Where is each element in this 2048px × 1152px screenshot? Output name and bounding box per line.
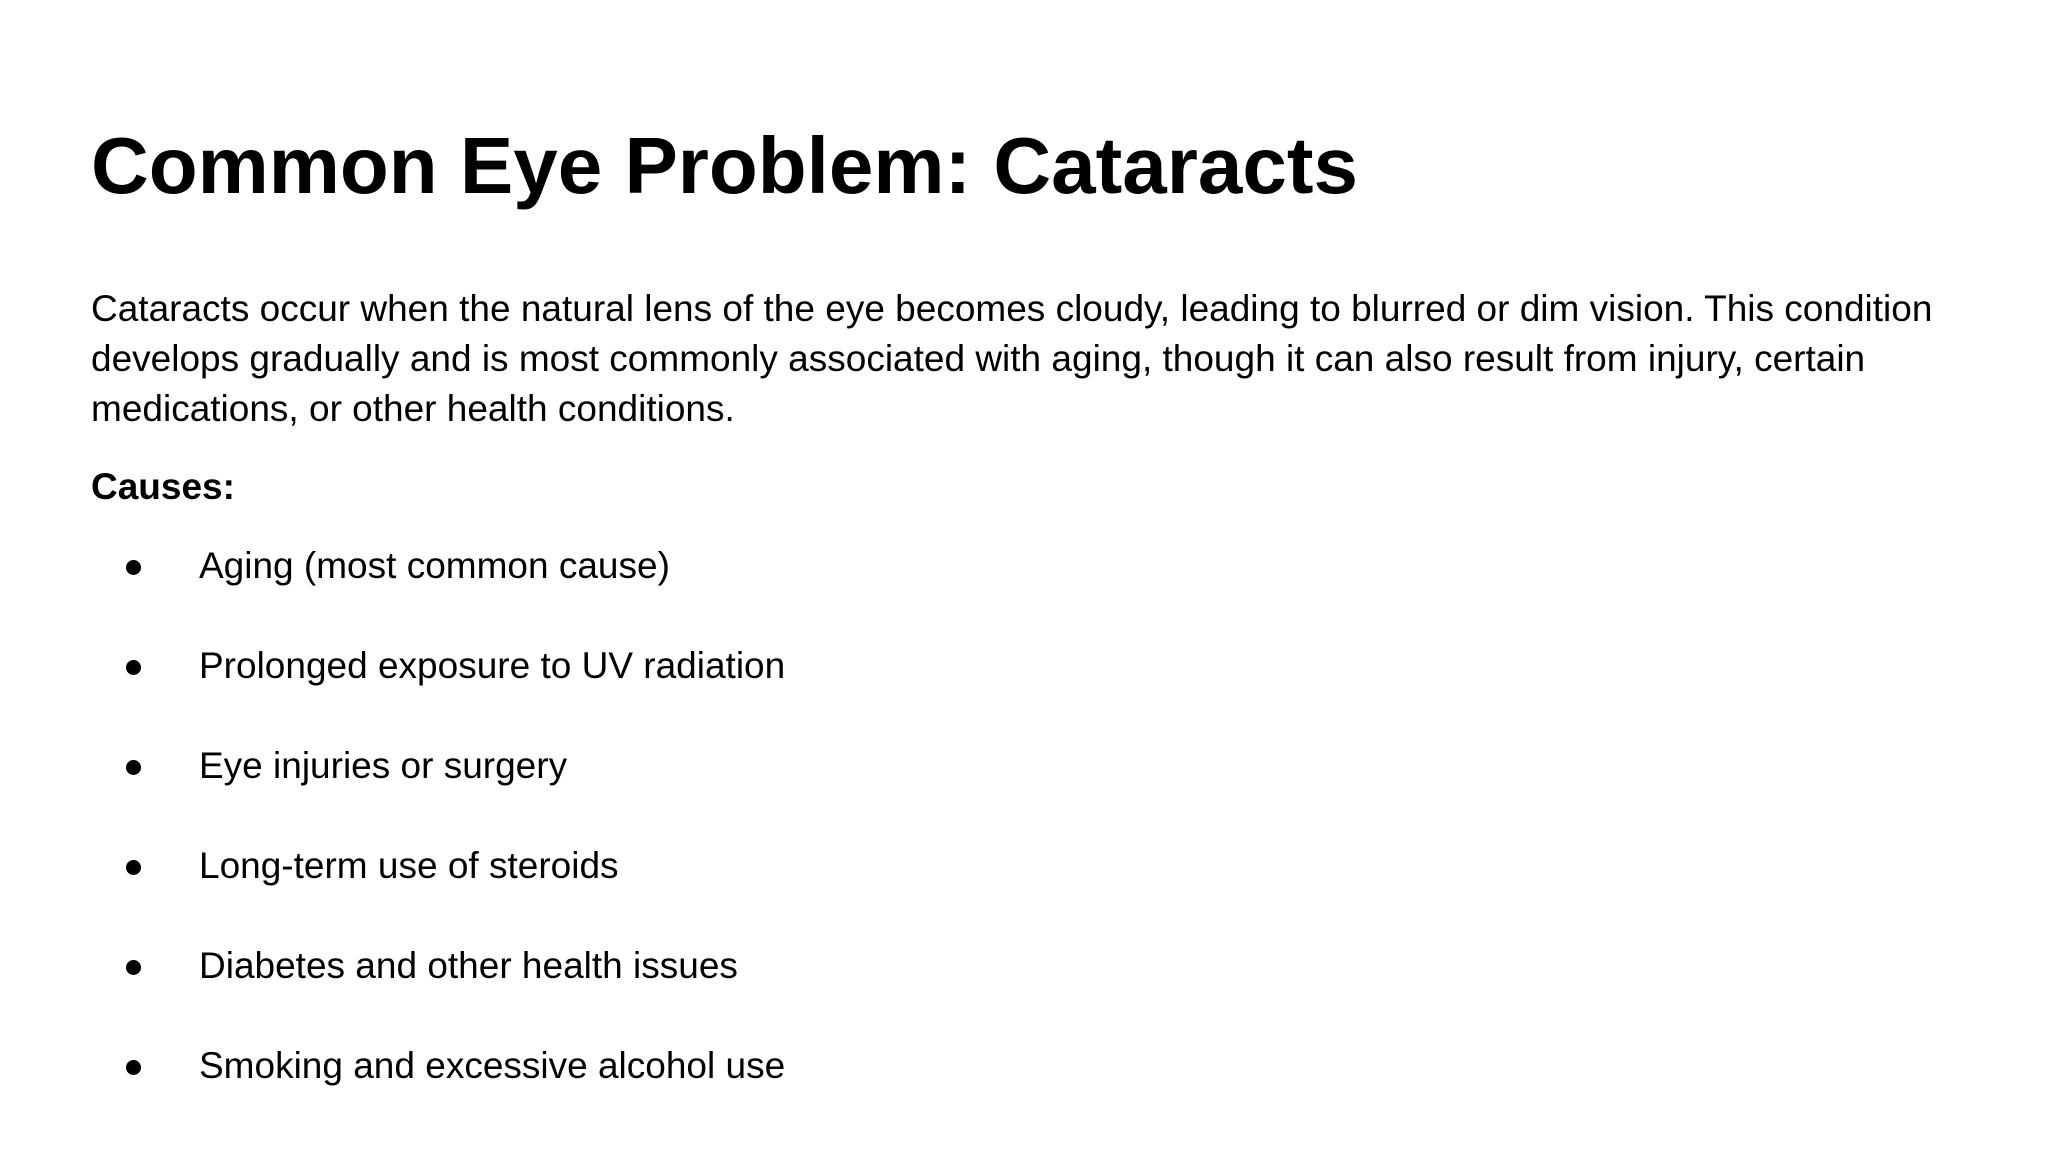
slide-title: Common Eye Problem: Cataracts: [91, 121, 1359, 210]
bullet-icon: [126, 560, 141, 575]
cause-text: Smoking and excessive alcohol use: [199, 1045, 786, 1086]
cause-text: Prolonged exposure to UV radiation: [199, 645, 786, 686]
cause-text: Diabetes and other health issues: [199, 945, 738, 986]
cause-text: Long-term use of steroids: [199, 845, 619, 886]
causes-heading: Causes:: [91, 466, 235, 507]
bullet-icon: [126, 660, 141, 675]
cause-text: Aging (most common cause): [199, 545, 670, 586]
bullet-icon: [126, 760, 141, 775]
intro-paragraph: Cataracts occur when the natural lens of the eye becomes cloudy, leading to blurred or dim vision. This condition develops gradually and is most commonly associated with aging, though it can also result from injury, certain medications, or other health conditions.: [91, 288, 1933, 429]
cause-text: Eye injuries or surgery: [199, 745, 568, 786]
bullet-icon: [126, 1060, 141, 1075]
bullet-icon: [126, 960, 141, 975]
bullet-icon: [126, 860, 141, 875]
